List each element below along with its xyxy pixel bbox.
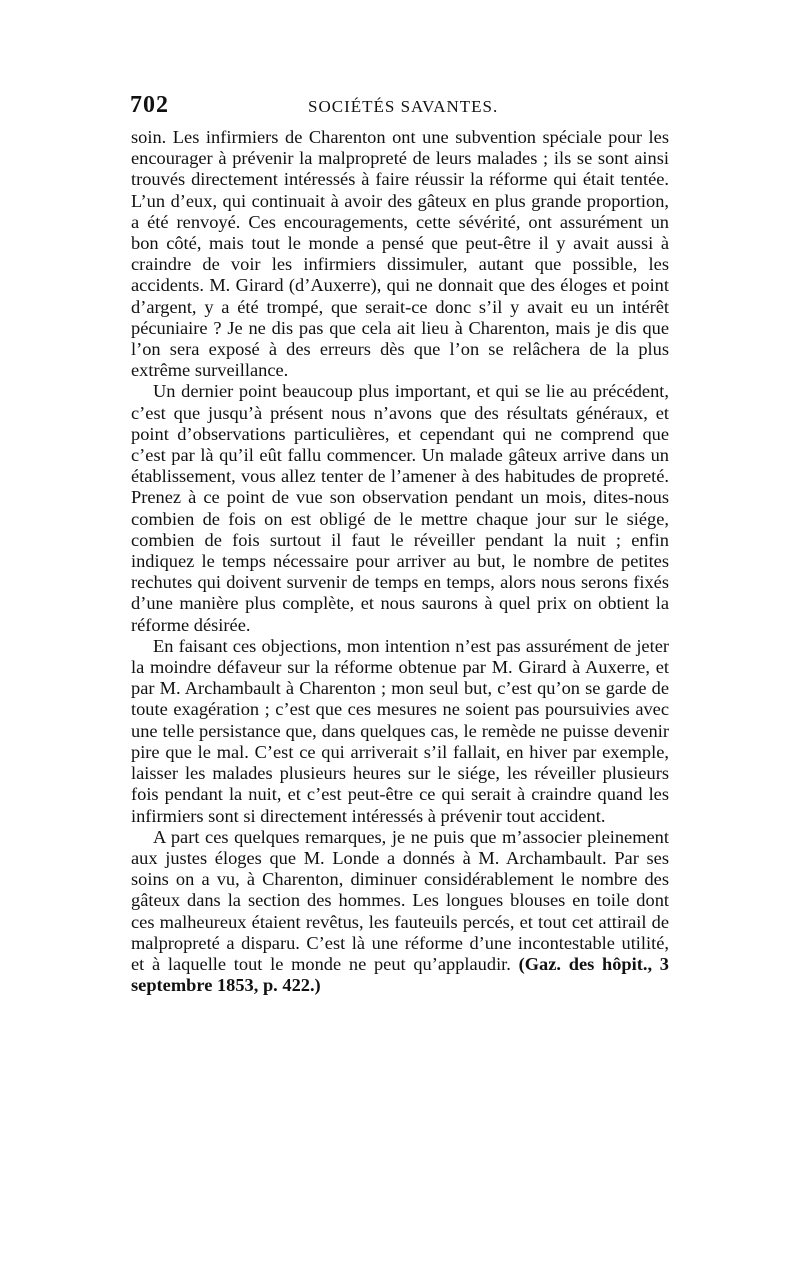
page-number: 702 [130, 92, 169, 118]
paragraph-4-text: A part ces quelques remarques, je ne puis que m’associer pleinement aux justes éloges que M. Londe a donnés à M. Archambault. Par ses soins on a vu, à Charenton, diminuer considérablement le nombre des gâteux dans la section des hommes. Les longues blouses en toile dont ces malheureux étaient revêtus, les fauteuils percés, et tout cet attirail de malpropreté a disparu. C’est là une réforme d’une incontestable utilité, et à laquelle tout le monde ne peut qu’applaudir. [131, 826, 669, 974]
page-header [130, 92, 670, 122]
body-text [131, 127, 669, 996]
paragraph-2: Un dernier point beaucoup plus important, et qui se lie au précédent, c’est que jusqu’à présent nous n’avons que des résultats généraux, et point d’observations particulières, et cependant qui ne comprend que c’est par là qu’il eût fallu commencer. Un malade gâteux arrive dans un établissement, vous allez tenter de l’amener à des habitudes de propreté. Prenez à ce point de vue son observation pendant un mois, dites-nous combien de fois on est obligé de le mettre chaque jour sur le siége, combien de fois surtout il faut le réveiller pendant la nuit ; enfin indiquez le temps nécessaire pour arriver au but, le nombre de petites rechutes qui doivent survenir de temps en temps, alors nous serons fixés d’une manière plus complète, et nous saurons à quel prix on obtient la réforme désirée. [131, 381, 669, 635]
paragraph-1: soin. Les infirmiers de Charenton ont une subvention spéciale pour les encourager à prévenir la malpropreté de leurs malades ; ils se sont ainsi trouvés directement intéressés à faire réussir la réforme qui était tentée. L’un d’eux, qui continuait à avoir des gâteux en plus grande proportion, a été renvoyé. Ces encouragements, cette sévérité, ont assurément un bon côté, mais tout le monde a pensé que peut-être il y avait aussi à craindre de voir les infirmiers dissimuler, autant que possible, les accidents. M. Girard (d’Auxerre), qui ne donnait que des éloges et point d’argent, y a été trompé, que serait-ce donc s’il y avait eu un intérêt pécuniaire ? Je ne dis pas que cela ait lieu à Charenton, mais je dis que l’on sera exposé à des erreurs dès que l’on se relâchera de la plus extrême surveillance. [131, 127, 669, 381]
paragraph-3: En faisant ces objections, mon intention n’est pas assurément de jeter la moindre défaveur sur la réforme obtenue par M. Girard à Auxerre, et par M. Archambault à Charenton ; mon seul but, c’est qu’on se garde de toute exagération ; c’est que ces mesures ne soient pas poursuivies avec une telle persistance que, dans quelques cas, le remède ne puisse devenir pire que le mal. C’est ce qui arriverait s’il fallait, en hiver par exemple, laisser les malades plusieurs heures sur le siége, les réveiller plusieurs fois pendant la nuit, et c’est peut-être ce qui serait à craindre quand les infirmiers sont si directement intéressés à prévenir tout accident. [131, 635, 669, 826]
paragraph-4 [131, 827, 669, 997]
running-head: SOCIÉTÉS SAVANTES. [308, 97, 499, 116]
citation: (Gaz. des hôpit., 3 septembre 1853, p. 422.) [131, 953, 669, 996]
